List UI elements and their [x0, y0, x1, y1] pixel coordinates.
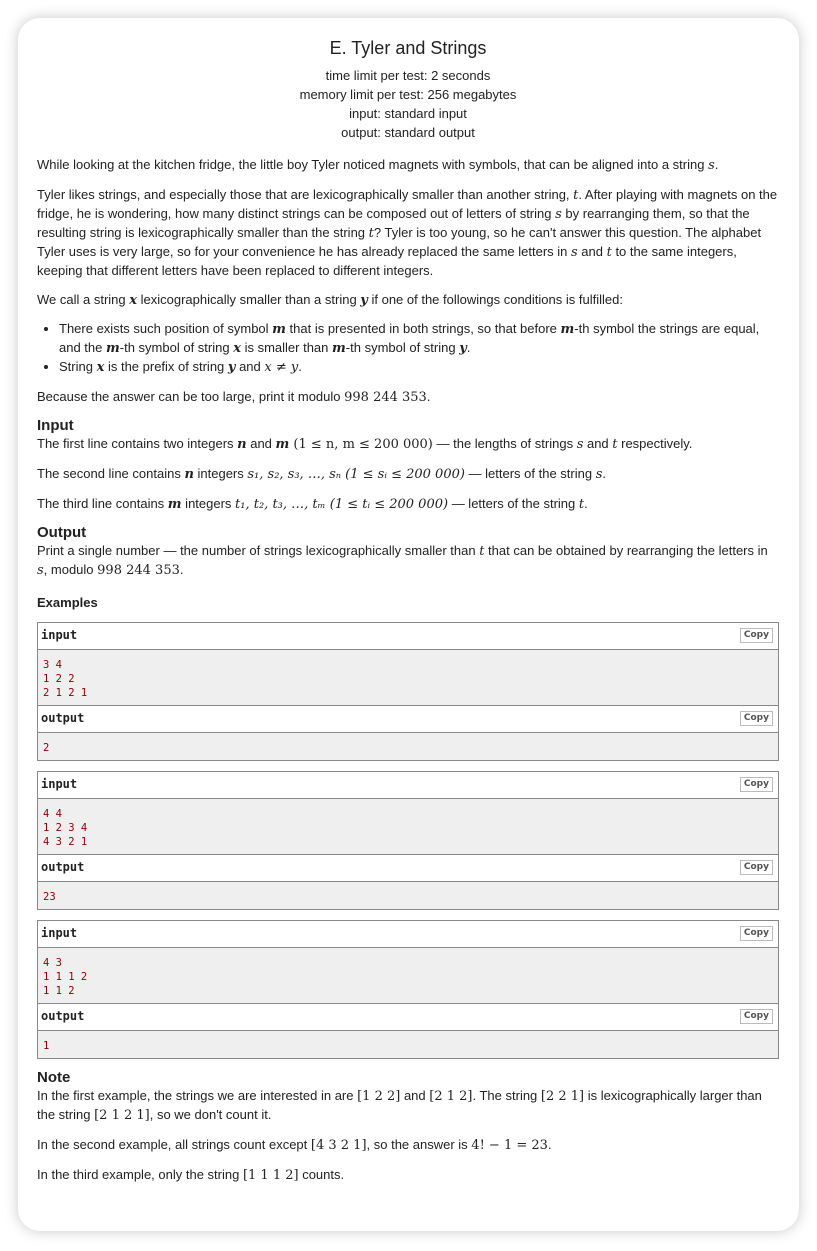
examples-section [37, 594, 779, 1059]
note-title: Note [37, 1069, 71, 1086]
sample-line: 4 3 [43, 957, 62, 969]
legend-paragraph-2: Tyler likes strings, and especially those that are lexicographically smaller than another string, t. After playing with magnets on the fridge, he is wondering, how many distinct strings can be composed out of letters of string s by rearranging them, so that the resulting string is lexicographically smaller than the string t? Tyler is too young, so he can't answer this question. The alphabet Tyler uses is very large, so for your convenience he has already replaced the same letters in s and t to the same integers, keeping that different letters have been replaced to different integers. [37, 187, 778, 278]
sample-test-1 [37, 622, 779, 761]
sample-test-3 [37, 920, 779, 1059]
legend-paragraph-1: While looking at the kitchen fridge, the little boy Tyler noticed magnets with symbols, that can be aligned into a string s. [37, 157, 719, 173]
sample-input-body [38, 799, 778, 854]
output-text: Print a single number — the number of strings lexicographically smaller than t that can be obtained by rearranging the letters in s, modulo 998 244 353. [37, 543, 768, 578]
input-specification [37, 417, 779, 514]
condition-item: • String x is the prefix of string y and x ≠ y. [59, 358, 779, 377]
sample-test-2 [37, 771, 779, 910]
sample-line: 1 2 3 4 [43, 822, 88, 834]
sample-input-label: input [41, 628, 78, 642]
copy-output-button[interactable]: Copy [740, 711, 773, 726]
sample-line: 1 1 1 2 [43, 971, 88, 983]
sample-line: 2 1 2 1 [43, 687, 88, 699]
conditions-list [37, 320, 779, 377]
sample-line: 1 [43, 1040, 50, 1052]
condition-item: • There exists such position of symbol m that is presented in both strings, so that before m-th symbol the strings are equal, and the m-th symbol of string x is smaller than m-th symbol of string y. [59, 320, 779, 358]
copy-input-button[interactable]: Copy [740, 777, 773, 792]
note-paragraph-2: In the second example, all strings count except [4 3 2 1], so the answer is 4! − 1 = 23. [37, 1137, 552, 1153]
sample-output-body [38, 882, 778, 909]
sample-input-header [38, 623, 778, 650]
sample-input-body [38, 948, 778, 1003]
sample-output-header [38, 854, 778, 882]
input-line-3: The third line contains m integers t₁, t₂, t₃, …, tₘ (1 ≤ tᵢ ≤ 200 000) — letters of the string t. [37, 496, 588, 512]
note-section [37, 1069, 779, 1185]
sample-input-label: input [41, 777, 78, 791]
sample-line: 23 [43, 891, 56, 903]
copy-output-button[interactable]: Copy [740, 860, 773, 875]
sample-input-body [38, 650, 778, 705]
sample-output-label: output [41, 1009, 85, 1023]
sample-input-header [38, 921, 778, 948]
input-file: input: standard input [349, 106, 467, 121]
problem-header [37, 36, 779, 142]
legend [37, 156, 779, 407]
sample-line: 1 2 2 [43, 673, 75, 685]
input-line-1: The first line contains two integers n and m (1 ≤ n, m ≤ 200 000) — the lengths of strings s and t respectively. [37, 436, 693, 452]
examples-title: Examples [37, 595, 98, 610]
sample-output-header [38, 705, 778, 733]
input-section-title: Input [37, 417, 74, 434]
problem-statement [18, 18, 799, 1231]
sample-line: 3 4 [43, 659, 62, 671]
sample-input-label: input [41, 926, 78, 940]
sample-output-label: output [41, 711, 85, 725]
input-line-2: The second line contains n integers s₁, s₂, s₃, …, sₙ (1 ≤ sᵢ ≤ 200 000) — letters of the string s. [37, 466, 607, 482]
time-limit: time limit per test: 2 seconds [325, 68, 491, 83]
copy-input-button[interactable]: Copy [740, 628, 773, 643]
output-specification [37, 524, 779, 580]
sample-output-body [38, 1031, 778, 1058]
copy-input-button[interactable]: Copy [740, 926, 773, 941]
sample-output-body [38, 733, 778, 760]
memory-limit: memory limit per test: 256 megabytes [299, 87, 517, 102]
problem-title: E. Tyler and Strings [329, 38, 487, 58]
sample-line: 4 3 2 1 [43, 836, 88, 848]
copy-output-button[interactable]: Copy [740, 1009, 773, 1024]
sample-line: 4 4 [43, 808, 62, 820]
sample-line: 2 [43, 742, 50, 754]
legend-paragraph-4: Because the answer can be too large, print it modulo 998 244 353. [37, 389, 431, 405]
sample-line: 1 1 2 [43, 985, 75, 997]
note-paragraph-3: In the third example, only the string [1 1 1 2] counts. [37, 1167, 345, 1183]
output-section-title: Output [37, 524, 87, 541]
note-paragraph-1: In the first example, the strings we are interested in are [1 2 2] and [2 1 2]. The string [2 2 1] is lexicographically larger than the string [2 1 2 1], so we don't count it. [37, 1088, 762, 1123]
sample-output-label: output [41, 860, 85, 874]
legend-paragraph-3: We call a string x lexicographically smaller than a string y if one of the followings conditions is fulfilled: [37, 292, 623, 308]
output-file: output: standard output [341, 125, 475, 140]
sample-input-header [38, 772, 778, 799]
sample-output-header [38, 1003, 778, 1031]
